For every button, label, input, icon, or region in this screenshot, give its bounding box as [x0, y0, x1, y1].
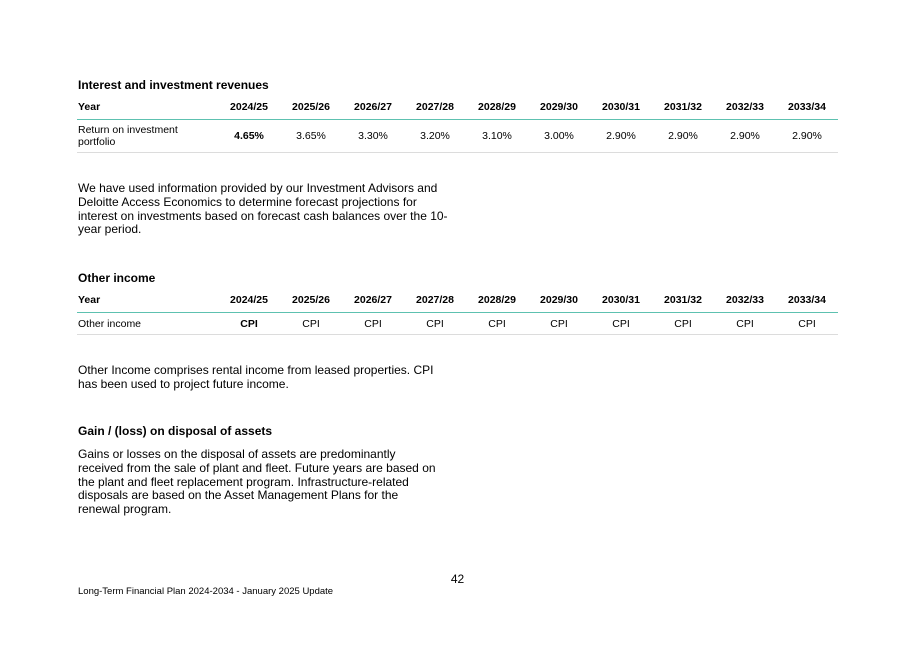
table-cell: 2.90%: [590, 120, 652, 153]
table-header-row: [77, 95, 838, 120]
table-header-cell: 2029/30: [528, 95, 590, 120]
footer-text: Long-Term Financial Plan 2024-2034 - January 2025 Update: [78, 586, 334, 597]
table-cell: CPI: [218, 313, 280, 335]
table-cell: 2.90%: [776, 120, 838, 153]
table-header-cell: 2030/31: [590, 288, 652, 313]
table-cell: CPI: [590, 313, 652, 335]
table-cell: CPI: [404, 313, 466, 335]
table-header-cell: 2030/31: [590, 95, 652, 120]
page-number: 42: [450, 572, 465, 586]
table-row: [77, 313, 838, 335]
section-heading-other-income: Other income: [78, 271, 156, 285]
table-row: [77, 120, 838, 153]
table-cell: CPI: [466, 313, 528, 335]
table-header-cell: 2028/29: [466, 288, 528, 313]
table-header-cell: 2026/27: [342, 95, 404, 120]
table-cell: CPI: [280, 313, 342, 335]
table-header-cell: 2031/32: [652, 288, 714, 313]
table-cell: 2.90%: [714, 120, 776, 153]
table-header-cell: 2033/34: [776, 288, 838, 313]
table-header-cell: 2026/27: [342, 288, 404, 313]
table-header-cell: 2033/34: [776, 95, 838, 120]
table-cell: 4.65%: [218, 120, 280, 153]
table-cell: CPI: [342, 313, 404, 335]
table-cell: CPI: [528, 313, 590, 335]
table-header-row: [77, 288, 838, 313]
table-cell: CPI: [652, 313, 714, 335]
table-header-cell: 2027/28: [404, 288, 466, 313]
table-header-cell: 2032/33: [714, 288, 776, 313]
table-row-label: Other income: [77, 313, 218, 335]
table-cell: CPI: [714, 313, 776, 335]
table-row-label: Return on investment portfolio: [77, 120, 218, 153]
interest-table: [77, 95, 838, 153]
table-header-cell: 2027/28: [404, 95, 466, 120]
table-header-cell: Year: [77, 95, 218, 120]
table-cell: 2.90%: [652, 120, 714, 153]
table-cell: 3.65%: [280, 120, 342, 153]
table-cell: 3.30%: [342, 120, 404, 153]
section-heading-interest: Interest and investment revenues: [78, 78, 269, 92]
table-header-cell: 2025/26: [280, 95, 342, 120]
table-cell: CPI: [776, 313, 838, 335]
other-income-paragraph: Other Income comprises rental income from leased properties. CPI has been used to project future income.: [78, 363, 434, 391]
table-header-cell: 2024/25: [218, 288, 280, 313]
table-header-cell: 2024/25: [218, 95, 280, 120]
table-cell: 3.00%: [528, 120, 590, 153]
other-income-table: [77, 288, 838, 335]
table-cell: 3.10%: [466, 120, 528, 153]
table-header-cell: 2031/32: [652, 95, 714, 120]
gain-loss-paragraph: Gains or losses on the disposal of assets are predominantly received from the sale of plant and fleet. Future years are based on the plant and fleet replacement program. Infrastructure-related disposals are based on the Asset Management Plans for the renewal program.: [78, 447, 436, 517]
table-header-cell: Year: [77, 288, 218, 313]
interest-paragraph: We have used information provided by our Investment Advisors and Deloitte Access Economics to determine forecast projections for interest on investments based on forecast cash balances over the 10-year period.: [78, 181, 448, 237]
table-header-cell: 2032/33: [714, 95, 776, 120]
table-header-cell: 2029/30: [528, 288, 590, 313]
table-cell: 3.20%: [404, 120, 466, 153]
section-heading-gain-loss: Gain / (loss) on disposal of assets: [78, 424, 273, 438]
table-header-cell: 2025/26: [280, 288, 342, 313]
table-header-cell: 2028/29: [466, 95, 528, 120]
